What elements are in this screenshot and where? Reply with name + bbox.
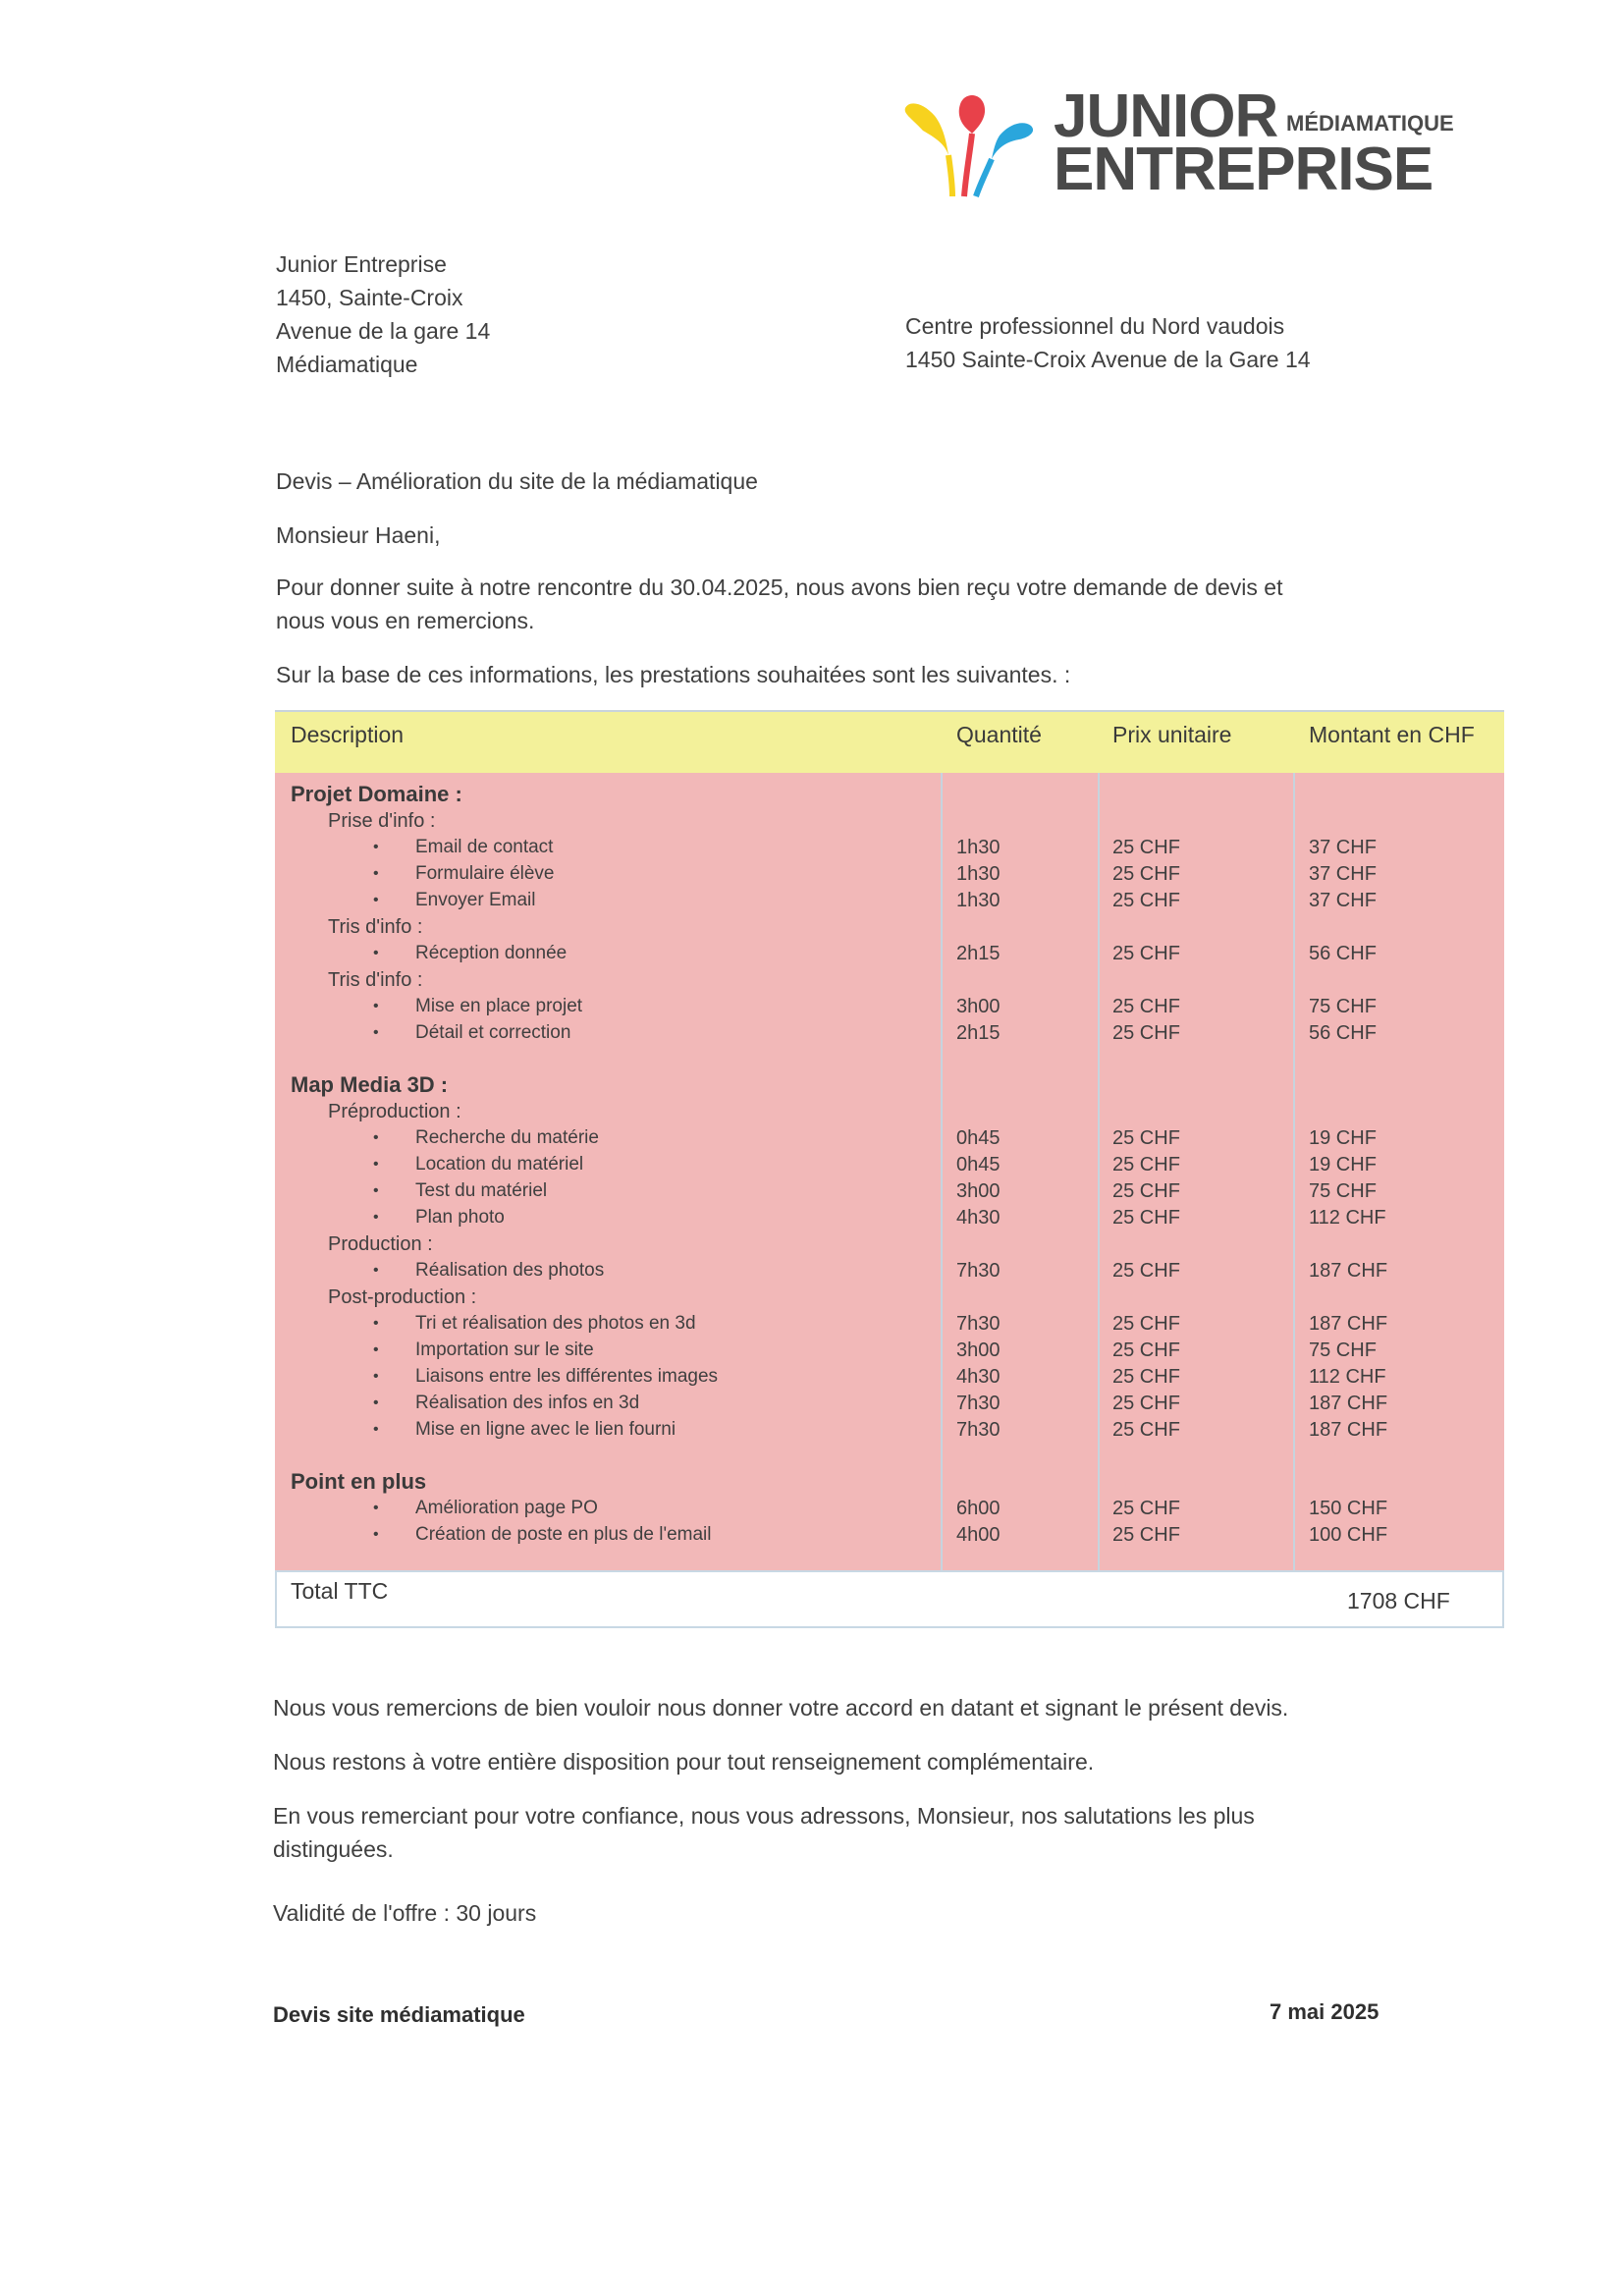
line-item-unit-price: 25 CHF: [1112, 1339, 1180, 1361]
line-item-quantity: 6h00: [956, 1498, 1001, 1519]
line-item-amount: 37 CHF: [1309, 863, 1377, 885]
subject-line: Devis – Amélioration du site de la médiamatique: [276, 468, 758, 494]
line-item-quantity: 3h00: [956, 1180, 1001, 1202]
line-item-description: Test du matériel: [415, 1180, 548, 1201]
line-item-amount: 75 CHF: [1309, 1339, 1377, 1361]
validity-line: Validité de l'offre : 30 jours: [273, 1900, 537, 1926]
line-item-description: Mise en ligne avec le lien fourni: [415, 1419, 676, 1440]
line-item-unit-price: 25 CHF: [1112, 1180, 1180, 1202]
line-item-amount: 112 CHF: [1309, 1207, 1386, 1229]
line-item-unit-price: 25 CHF: [1112, 1498, 1180, 1519]
header-amount: Montant en CHF: [1309, 722, 1475, 747]
table-total-row: [275, 1570, 1504, 1628]
line-item-amount: 37 CHF: [1309, 837, 1377, 858]
line-item-quantity: 1h30: [956, 890, 1001, 911]
closing-paragraph: En vous remerciant pour votre confiance, nous vous adressons, Monsieur, nos salutations les plus: [273, 1803, 1255, 1829]
intro-line: Pour donner suite à notre rencontre du 30.04.2025, nous avons bien reçu votre demande de devis et: [276, 574, 1283, 600]
line-item-amount: 56 CHF: [1309, 1022, 1377, 1044]
bullet-icon: •: [373, 945, 379, 961]
line-item-quantity: 2h15: [956, 943, 1001, 964]
intro-line: nous vous en remercions.: [276, 608, 535, 633]
group-label: Prise d'info :: [328, 810, 436, 832]
sender-line: 1450, Sainte-Croix: [276, 285, 463, 310]
group-label: Production :: [328, 1233, 433, 1255]
line-item-description: Envoyer Email: [415, 890, 536, 910]
table-body: [275, 773, 1504, 1570]
line-item-unit-price: 25 CHF: [1112, 890, 1180, 911]
line-item-amount: 75 CHF: [1309, 1180, 1377, 1202]
line-item-description: Mise en place projet: [415, 996, 583, 1016]
line-item-amount: 150 CHF: [1309, 1498, 1388, 1519]
line-item-quantity: 3h00: [956, 1339, 1001, 1361]
line-item-amount: 100 CHF: [1309, 1524, 1388, 1546]
line-item-description: Importation sur le site: [415, 1339, 594, 1360]
group-label: Post-production :: [328, 1286, 477, 1308]
line-item-amount: 112 CHF: [1309, 1366, 1386, 1388]
line-item-amount: 19 CHF: [1309, 1127, 1377, 1149]
group-label: Tris d'info :: [328, 969, 423, 991]
line-item-amount: 187 CHF: [1309, 1393, 1388, 1414]
line-item-quantity: 4h30: [956, 1366, 1001, 1388]
line-item-description: Réalisation des infos en 3d: [415, 1393, 640, 1413]
line-item-unit-price: 25 CHF: [1112, 1419, 1180, 1441]
drops-logo-icon: [901, 86, 1049, 199]
line-item-description: Liaisons entre les différentes images: [415, 1366, 719, 1387]
bullet-icon: •: [373, 1262, 379, 1279]
salutation: Monsieur Haeni,: [276, 522, 441, 548]
bullet-icon: •: [373, 1394, 379, 1411]
bullet-icon: •: [373, 1368, 379, 1385]
line-item-amount: 187 CHF: [1309, 1419, 1388, 1441]
bullet-icon: •: [373, 1315, 379, 1332]
logo-text-entreprise: ENTREPRISE: [1054, 136, 1434, 203]
line-item-description: Réception donnée: [415, 943, 568, 963]
footer-title: Devis site médiamatique: [273, 2002, 525, 2027]
bullet-icon: •: [373, 839, 379, 855]
header-description: Description: [291, 722, 405, 747]
section-title: Point en plus: [291, 1469, 427, 1494]
line-item-quantity: 4h30: [956, 1207, 1001, 1229]
section-title: Projet Domaine :: [291, 782, 462, 806]
line-item-description: Détail et correction: [415, 1022, 571, 1043]
header-quantity: Quantité: [956, 722, 1042, 747]
sender-line: Avenue de la gare 14: [276, 318, 491, 344]
bullet-icon: •: [373, 1209, 379, 1226]
section-title: Map Media 3D :: [291, 1072, 449, 1097]
line-item-quantity: 7h30: [956, 1260, 1001, 1282]
bullet-icon: •: [373, 1129, 379, 1146]
line-item-unit-price: 25 CHF: [1112, 1524, 1180, 1546]
line-item-description: Email de contact: [415, 837, 554, 857]
line-item-quantity: 2h15: [956, 1022, 1001, 1044]
footer-date: 7 mai 2025: [1270, 1999, 1380, 2024]
lead-line: Sur la base de ces informations, les prestations souhaitées sont les suivantes. :: [276, 662, 1071, 687]
company-logo: [901, 82, 1471, 203]
line-item-quantity: 0h45: [956, 1127, 1001, 1149]
line-item-quantity: 7h30: [956, 1419, 1001, 1441]
line-item-amount: 187 CHF: [1309, 1260, 1388, 1282]
bullet-icon: •: [373, 1421, 379, 1438]
bullet-icon: •: [373, 1156, 379, 1173]
line-item-description: Tri et réalisation des photos en 3d: [415, 1313, 696, 1334]
bullet-icon: •: [373, 1024, 379, 1041]
line-item-description: Formulaire élève: [415, 863, 555, 884]
line-item-unit-price: 25 CHF: [1112, 943, 1180, 964]
closing-paragraph: Nous restons à votre entière disposition pour tout renseignement complémentaire.: [273, 1749, 1095, 1775]
line-item-amount: 187 CHF: [1309, 1313, 1388, 1335]
bullet-icon: •: [373, 1182, 379, 1199]
line-item-description: Création de poste en plus de l'email: [415, 1524, 712, 1545]
line-item-unit-price: 25 CHF: [1112, 1313, 1180, 1335]
table-header: [275, 710, 1504, 775]
line-item-quantity: 1h30: [956, 863, 1001, 885]
line-item-description: Recherche du matérie: [415, 1127, 599, 1148]
bullet-icon: •: [373, 998, 379, 1014]
line-item-unit-price: 25 CHF: [1112, 1366, 1180, 1388]
line-item-unit-price: 25 CHF: [1112, 1022, 1180, 1044]
line-item-quantity: 0h45: [956, 1154, 1001, 1175]
line-item-amount: 19 CHF: [1309, 1154, 1377, 1175]
recipient-line: Centre professionnel du Nord vaudois: [905, 313, 1285, 339]
logo-text-junior: JUNIOR: [1054, 82, 1278, 150]
line-item-quantity: 1h30: [956, 837, 1001, 858]
line-item-amount: 37 CHF: [1309, 890, 1377, 911]
closing-paragraph: distinguées.: [273, 1836, 394, 1862]
group-label: Tris d'info :: [328, 916, 423, 938]
line-item-unit-price: 25 CHF: [1112, 1207, 1180, 1229]
bullet-icon: •: [373, 1526, 379, 1543]
closing-paragraph: Nous vous remercions de bien vouloir nous donner votre accord en datant et signant le présent devis.: [273, 1695, 1289, 1721]
quote-table: [275, 710, 1504, 1628]
line-item-amount: 56 CHF: [1309, 943, 1377, 964]
line-item-unit-price: 25 CHF: [1112, 837, 1180, 858]
line-item-quantity: 3h00: [956, 996, 1001, 1017]
bullet-icon: •: [373, 865, 379, 882]
recipient-address: [905, 309, 1311, 376]
bullet-icon: •: [373, 1500, 379, 1516]
line-item-unit-price: 25 CHF: [1112, 1393, 1180, 1414]
line-item-unit-price: 25 CHF: [1112, 1154, 1180, 1175]
line-item-unit-price: 25 CHF: [1112, 863, 1180, 885]
total-amount: 1708 CHF: [1347, 1588, 1450, 1613]
logo-text-mediamatique: MÉDIAMATIQUE: [1286, 111, 1454, 136]
line-item-quantity: 7h30: [956, 1393, 1001, 1414]
header-unit-price: Prix unitaire: [1112, 722, 1232, 747]
line-item-quantity: 4h00: [956, 1524, 1001, 1546]
group-label: Préproduction :: [328, 1101, 461, 1122]
sender-line: Junior Entreprise: [276, 251, 447, 277]
line-item-quantity: 7h30: [956, 1313, 1001, 1335]
sender-address: [276, 247, 490, 381]
bullet-icon: •: [373, 892, 379, 908]
total-label: Total TTC: [291, 1578, 389, 1604]
line-item-unit-price: 25 CHF: [1112, 1260, 1180, 1282]
line-item-description: Amélioration page PO: [415, 1498, 598, 1518]
bullet-icon: •: [373, 1341, 379, 1358]
line-item-description: Plan photo: [415, 1207, 505, 1228]
recipient-line: 1450 Sainte-Croix Avenue de la Gare 14: [905, 347, 1311, 372]
line-item-unit-price: 25 CHF: [1112, 1127, 1180, 1149]
line-item-amount: 75 CHF: [1309, 996, 1377, 1017]
line-item-description: Location du matériel: [415, 1154, 584, 1175]
line-item-description: Réalisation des photos: [415, 1260, 605, 1281]
sender-line: Médiamatique: [276, 352, 418, 377]
line-item-unit-price: 25 CHF: [1112, 996, 1180, 1017]
